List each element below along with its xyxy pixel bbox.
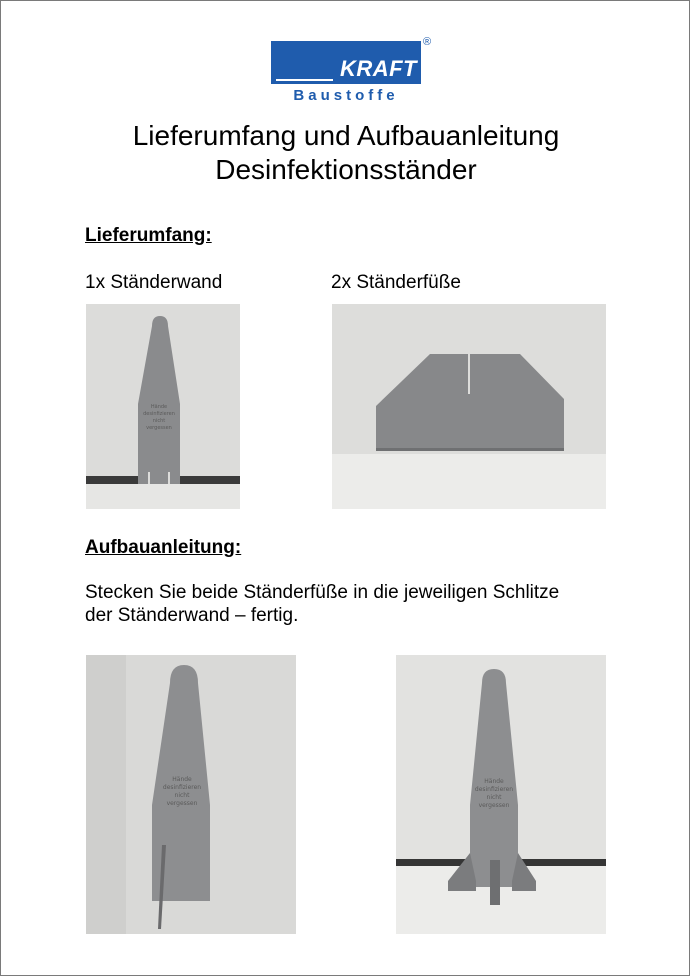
instructions-line-1: Stecken Sie beide Ständerfüße in die jeweiligen Schlitze bbox=[85, 582, 560, 603]
engraving-line-2c: desinfizieren bbox=[474, 786, 514, 793]
logo-brand: KRAFT bbox=[339, 56, 417, 81]
assembly-step-photo bbox=[86, 655, 296, 934]
logo-subtitle: Baustoffe bbox=[293, 87, 399, 104]
engraving-line-1b: Hände bbox=[172, 776, 192, 783]
engraving-line-2b: desinfizieren bbox=[162, 784, 202, 791]
engraving-line-1c: Hände bbox=[484, 778, 504, 785]
logo-stripe bbox=[276, 79, 333, 81]
kraft-baustoffe-logo bbox=[271, 36, 436, 107]
title-line-1: Lieferumfang und Aufbauanleitung bbox=[132, 120, 560, 151]
stand-wall-photo bbox=[86, 304, 240, 509]
assembly-heading: Aufbauanleitung: bbox=[85, 537, 242, 558]
item-stand-feet-label: 2x Ständerfüße bbox=[331, 272, 461, 293]
scope-heading: Lieferumfang: bbox=[85, 225, 212, 246]
title-line-2: Desinfektionsständer bbox=[215, 154, 477, 185]
engraving-line-4b: vergessen bbox=[166, 800, 198, 807]
registered-mark: ® bbox=[423, 36, 432, 48]
stand-feet-photo bbox=[332, 304, 606, 509]
engraving-line-4c: vergessen bbox=[478, 802, 510, 809]
logo-box bbox=[271, 41, 421, 84]
engraving-line-1: Hände bbox=[150, 404, 168, 410]
document-title bbox=[1, 119, 690, 187]
engraving-line-3b: nicht bbox=[174, 792, 190, 799]
item-stand-wall-label: 1x Ständerwand bbox=[85, 272, 223, 293]
engraving-line-3: nicht bbox=[152, 418, 166, 424]
assembled-stand-photo bbox=[396, 655, 606, 934]
engraving-line-4: vergessen bbox=[146, 425, 172, 431]
instructions-line-2: der Ständerwand – fertig. bbox=[85, 605, 299, 626]
engraving-line-2: desinfizieren bbox=[143, 411, 175, 417]
assembly-instructions bbox=[85, 581, 645, 627]
engraving-line-3c: nicht bbox=[486, 794, 502, 801]
